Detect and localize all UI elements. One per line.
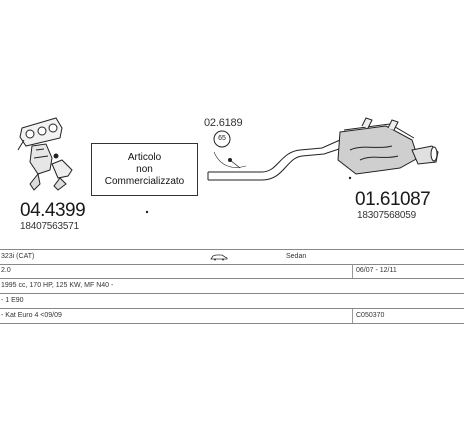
table-row <box>0 249 464 265</box>
catalytic-converter-code[interactable]: 04.4399 <box>20 200 86 221</box>
model-cell: 323i (CAT) <box>1 253 35 260</box>
table-row <box>0 294 464 309</box>
table-row <box>0 309 464 324</box>
car-icon <box>210 253 228 263</box>
emission-cell: - Kat Euro 4 <09/09 <box>1 312 62 319</box>
chassis-cell: - 1 E90 <box>1 297 24 304</box>
marker-dot <box>146 211 148 213</box>
catalytic-converter-drawing[interactable] <box>18 118 72 190</box>
rear-silencer-drawing[interactable] <box>338 118 438 174</box>
catalog-code-cell: C050370 <box>356 312 385 319</box>
production-period-cell: 06/07 - 12/11 <box>356 267 397 274</box>
table-row <box>0 279 464 294</box>
column-divider <box>352 264 353 278</box>
engine-cell: 2.0 <box>1 267 11 274</box>
rear-silencer-ean: 18307568059 <box>357 210 416 221</box>
not-sold-notice <box>91 143 198 196</box>
middle-pipe-code[interactable]: 02.6189 <box>204 117 243 129</box>
engine-specs-cell: 1995 cc, 170 HP, 125 KW, MF N40 - <box>1 282 114 289</box>
pipe-badge-label: 65 <box>218 135 226 142</box>
notice-line-3: Commercializzato <box>104 175 185 187</box>
rear-silencer-code[interactable]: 01.61087 <box>355 189 431 210</box>
notice-line-1: Articolo <box>127 151 162 163</box>
column-divider <box>352 309 353 323</box>
middle-pipe-drawing[interactable] <box>208 140 342 180</box>
table-row <box>0 264 464 279</box>
notice-line-2: non <box>136 163 153 175</box>
catalytic-converter-ean: 18407563571 <box>20 221 79 232</box>
body-type-cell: Sedan <box>286 253 307 260</box>
marker-dot <box>349 177 351 179</box>
